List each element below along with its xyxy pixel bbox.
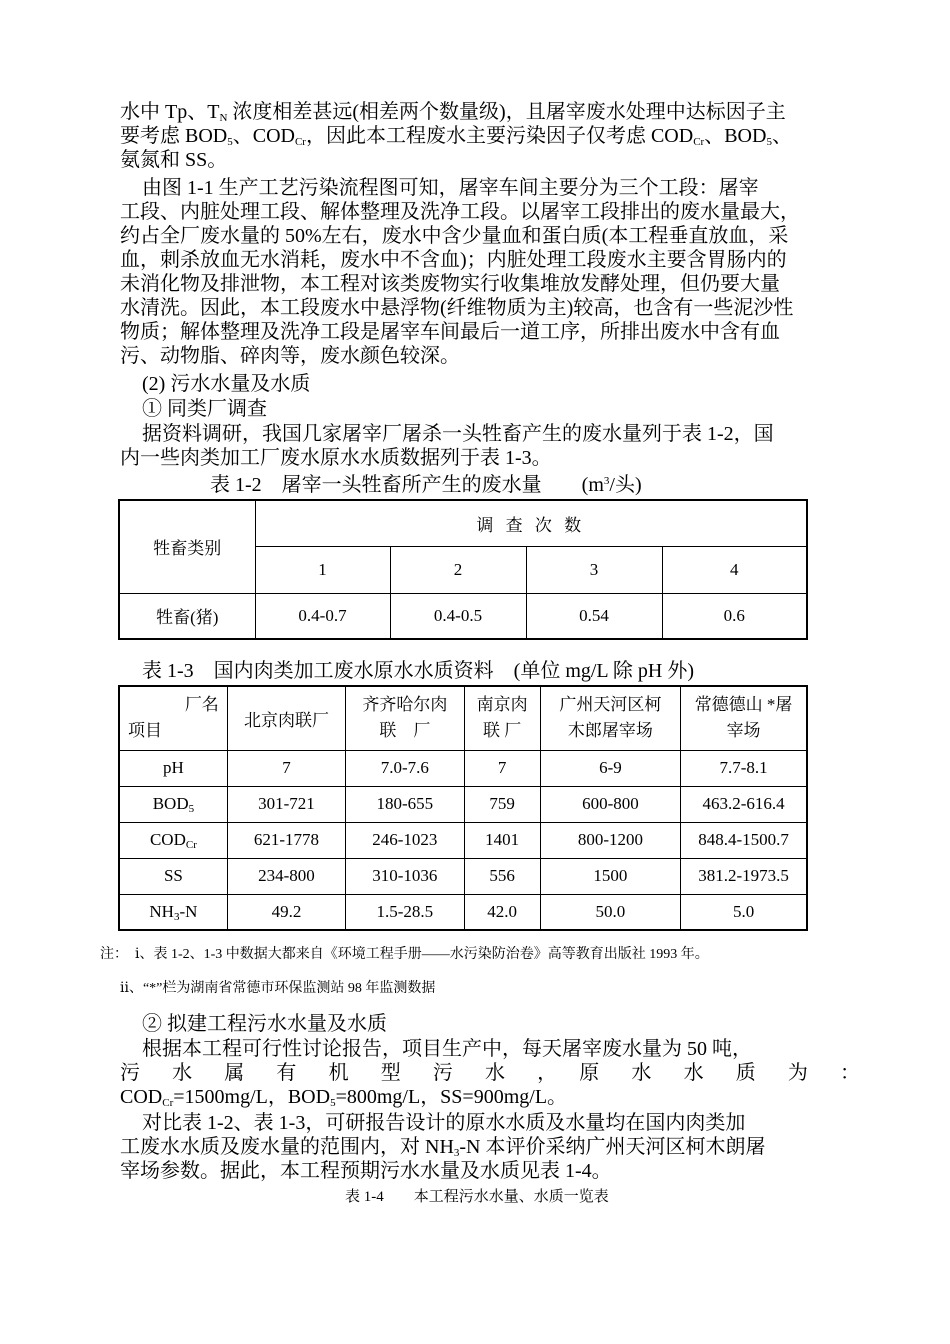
table-cell: 7 <box>227 750 345 786</box>
survey-number-cell: 1 <box>255 546 390 593</box>
factory-header: 齐齐哈尔肉 联 厂 <box>346 686 464 750</box>
factory-header: 北京肉联厂 <box>227 686 345 750</box>
text-line: 血，刺杀放血无水消耗，废水中不含血)；内脏处理工段废水主要含胃肠内的 <box>120 249 787 271</box>
text-line: 据资料调研，我国几家屠宰厂屠杀一头牲畜产生的废水量列于表 1-2，国 <box>142 423 774 445</box>
text-line: 要考虑 $BOD_5$、$COD_{Cr}$，因此本工程废水主要污染因子仅考虑 $COD_{Cr}$、$BOD_5$、 <box>120 125 792 148</box>
table-cell: 7 <box>464 750 540 786</box>
subsection-heading-b: ② 拟建工程污水水量及水质 <box>142 1013 387 1035</box>
survey-number-cell: 3 <box>526 546 662 593</box>
paragraph-2 <box>120 176 860 368</box>
row-label: $BOD_5$ <box>119 786 227 822</box>
text-line: 由图 1-1 生产工艺污染流程图可知，屠宰车间主要分为三个工段：屠宰 <box>142 177 759 199</box>
livestock-type-header: 牲畜类别 <box>119 500 255 593</box>
text-line: 对比表 1-2、表 1-3，可研报告设计的原水水质及水量均在国内肉类加 <box>142 1112 746 1134</box>
table-1-3-caption: 表 1-3 国内肉类加工废水原水水质资料 (单位 mg/L 除 pH 外) <box>142 660 695 682</box>
table-cell: 848.4-1500.7 <box>681 822 807 858</box>
text-line: 工废水水质及废水量的范围内，对 $NH_3-N$ 本评价采纳广州天河区柯木朗屠 <box>120 1136 766 1159</box>
subsection-heading-a: ① 同类厂调查 <box>142 398 267 420</box>
paragraph-1 <box>120 100 860 172</box>
table-row <box>119 894 807 930</box>
table-row <box>119 858 807 894</box>
text-line: 水清洗。因此，本工段废水中悬浮物(纤维物质为主)较高，也含有一些泥沙性 <box>120 297 794 319</box>
row-label: $NH_3-N$ <box>119 894 227 930</box>
table-cell: 463.2-616.4 <box>681 786 807 822</box>
table-row <box>119 822 807 858</box>
text-line: 污 水 属 有 机 型 污 水 ， 原 水 水 质 为 ： <box>120 1062 860 1084</box>
table-cell: 0.4-0.7 <box>255 593 390 639</box>
table-cell: 759 <box>464 786 540 822</box>
text-line: 内一些肉类加工厂废水原水水质数据列于表 1-3。 <box>120 447 552 469</box>
table-cell: 7.0-7.6 <box>346 750 464 786</box>
table-cell: 50.0 <box>540 894 680 930</box>
text-line: $COD_{Cr}=1500mg/L$，$BOD_5=800mg/L$，SS=900mg/L。 <box>120 1086 568 1109</box>
paragraph-5 <box>120 1111 860 1183</box>
item-header-label: 项目 <box>128 721 162 741</box>
table-cell: 5.0 <box>681 894 807 930</box>
table-cell: 310-1036 <box>346 858 464 894</box>
row-label: pH <box>119 750 227 786</box>
table-cell: 180-655 <box>346 786 464 822</box>
survey-number-cell: 2 <box>390 546 526 593</box>
table-1-4-caption: 表 1-4 本工程污水水量、水质一览表 <box>345 1189 609 1205</box>
table-note-1: 注： ⅰ、表 1-2、1-3 中数据大都来自《环境工程手册——水污染防治卷》高等教育出版社 1993 年。 <box>100 947 709 962</box>
table-cell: 1500 <box>540 858 680 894</box>
table-1-3 <box>118 685 808 931</box>
table-cell: 0.4-0.5 <box>390 593 526 639</box>
table-cell: 1401 <box>464 822 540 858</box>
row-label: $COD_{Cr}$ <box>119 822 227 858</box>
table-cell: 234-800 <box>227 858 345 894</box>
table-cell: 0.6 <box>662 593 807 639</box>
text-line: 宰场参数。据此，本工程预期污水水量及水质见表 1-4。 <box>120 1160 612 1182</box>
table-cell: 42.0 <box>464 894 540 930</box>
factory-header: 南京肉 联 厂 <box>464 686 540 750</box>
table-cell: 7.7-8.1 <box>681 750 807 786</box>
table-cell: 6-9 <box>540 750 680 786</box>
text-line: 物质；解体整理及洗净工段是屠宰车间最后一道工序，所排出废水中含有血 <box>120 321 780 343</box>
text-line: 根据本工程可行性讨论报告，项目生产中，每天屠宰废水量为 50 吨， <box>142 1038 752 1060</box>
table-1-2 <box>118 499 808 640</box>
factory-header: 广州天河区柯 木郎屠宰场 <box>540 686 680 750</box>
text-line: 水中 Tp、$T_N$ 浓度相差甚远(相差两个数量级)，且屠宰废水处理中达标因子主 <box>120 101 786 124</box>
table-cell: 600-800 <box>540 786 680 822</box>
table-cell: 49.2 <box>227 894 345 930</box>
text-line: 氨氮和 SS。 <box>120 149 228 171</box>
text-line: 约占全厂废水量的 50%左右，废水中含少量血和蛋白质(本工程垂直放血，采 <box>120 225 789 247</box>
row-label: SS <box>119 858 227 894</box>
table-cell: 1.5-28.5 <box>346 894 464 930</box>
survey-number-cell: 4 <box>662 546 807 593</box>
paragraph-3 <box>120 422 860 470</box>
section-heading-2: (2) 污水水量及水质 <box>142 373 311 395</box>
survey-count-header: 调 查 次 数 <box>255 500 807 546</box>
table-cell: 556 <box>464 858 540 894</box>
table-row <box>119 786 807 822</box>
row-label: 牲畜(猪) <box>119 593 255 639</box>
table-cell: 301-721 <box>227 786 345 822</box>
table-row <box>119 750 807 786</box>
table-cell: 246-1023 <box>346 822 464 858</box>
table-cell: 381.2-1973.5 <box>681 858 807 894</box>
table-cell: 800-1200 <box>540 822 680 858</box>
paragraph-4 <box>120 1037 860 1109</box>
text-line: 污、动物脂、碎肉等，废水颜色较深。 <box>120 345 460 367</box>
table-note-2: ⅱ、“*”栏为湖南省常德市环保监测站 98 年监测数据 <box>120 981 436 996</box>
factory-header: 常德德山 *屠 宰场 <box>681 686 807 750</box>
table-1-2-caption: 表 1-2 屠宰一头牲畜所产生的废水量 ($m^3/$头) <box>210 474 642 496</box>
table-cell: 621-1778 <box>227 822 345 858</box>
corner-header-cell <box>119 686 227 750</box>
table-cell: 0.54 <box>526 593 662 639</box>
factory-header-label: 厂名 <box>184 695 219 715</box>
text-line: 工段、内脏处理工段、解体整理及洗净工段。以屠宰工段排出的废水量最大， <box>120 201 800 223</box>
text-line: 未消化物及排泄物，本工程对该类废物实行收集堆放发酵处理，但仍要大量 <box>120 273 780 295</box>
